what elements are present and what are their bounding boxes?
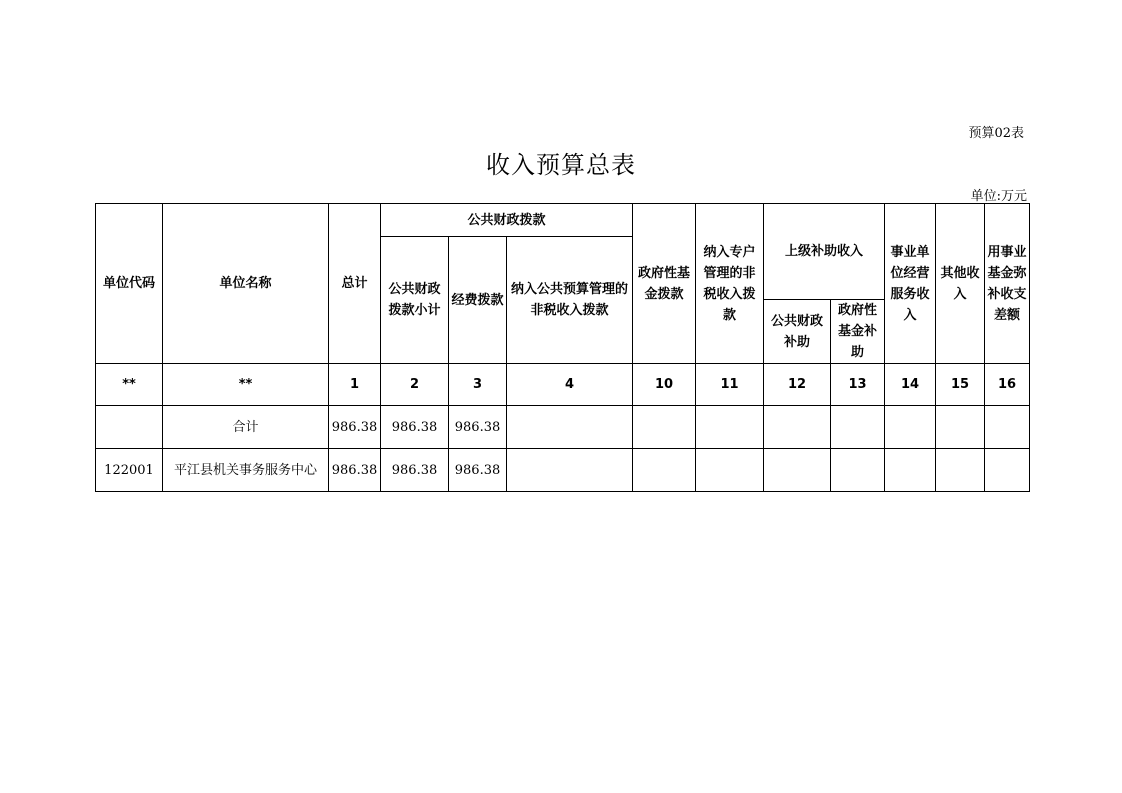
income-budget-table bbox=[95, 203, 1030, 492]
header-other-income: 其他收入 bbox=[936, 204, 985, 364]
public-finance-subsidy-cell bbox=[764, 406, 831, 449]
header-gov-fund: 政府性基金拨款 bbox=[633, 204, 696, 364]
other-income-cell bbox=[936, 449, 985, 492]
public-finance-subsidy-cell bbox=[764, 449, 831, 492]
table-row bbox=[96, 449, 1030, 492]
index-cell: 2 bbox=[381, 364, 449, 406]
header-public-finance-subsidy: 公共财政补助 bbox=[764, 300, 831, 364]
header-public-finance-subtotal: 公共财政拨款小计 bbox=[381, 237, 449, 364]
column-index-row bbox=[96, 364, 1030, 406]
header-business-income: 事业单位经营服务收入 bbox=[885, 204, 936, 364]
gov-fund-cell bbox=[633, 449, 696, 492]
index-cell: 11 bbox=[696, 364, 764, 406]
operating-funds-cell: 986.38 bbox=[449, 406, 507, 449]
gov-fund-subsidy-cell bbox=[831, 449, 885, 492]
business-income-cell bbox=[885, 406, 936, 449]
header-total: 总计 bbox=[329, 204, 381, 364]
header-unit-code: 单位代码 bbox=[96, 204, 163, 364]
header-operating-funds: 经费拨款 bbox=[449, 237, 507, 364]
index-cell: 14 bbox=[885, 364, 936, 406]
index-cell: ** bbox=[163, 364, 329, 406]
index-cell: 10 bbox=[633, 364, 696, 406]
unit-code-cell bbox=[96, 406, 163, 449]
header-nontax-in-budget: 纳入公共预算管理的非税收入拨款 bbox=[507, 237, 633, 364]
index-cell: 13 bbox=[831, 364, 885, 406]
gov-fund-subsidy-cell bbox=[831, 406, 885, 449]
other-income-cell bbox=[936, 406, 985, 449]
header-special-account-nontax: 纳入专户管理的非税收入拨款 bbox=[696, 204, 764, 364]
total-cell: 986.38 bbox=[329, 449, 381, 492]
special-account-nontax-cell bbox=[696, 449, 764, 492]
index-cell: 1 bbox=[329, 364, 381, 406]
header-unit-name: 单位名称 bbox=[163, 204, 329, 364]
index-cell: 3 bbox=[449, 364, 507, 406]
header-public-finance-group: 公共财政拨款 bbox=[381, 204, 633, 237]
fund-balance-offset-cell bbox=[985, 449, 1030, 492]
header-gov-fund-subsidy: 政府性基金补助 bbox=[831, 300, 885, 364]
form-number: 预算02表 bbox=[968, 126, 1024, 141]
unit-code-cell: 122001 bbox=[96, 449, 163, 492]
table-row-total bbox=[96, 406, 1030, 449]
index-cell: 16 bbox=[985, 364, 1030, 406]
header-superior-subsidy-group: 上级补助收入 bbox=[764, 204, 885, 300]
unit-name-cell: 平江县机关事务服务中心 bbox=[163, 449, 329, 492]
total-cell: 986.38 bbox=[329, 406, 381, 449]
header-fund-balance-offset: 用事业基金弥补收支差额 bbox=[985, 204, 1030, 364]
special-account-nontax-cell bbox=[696, 406, 764, 449]
nontax-in-budget-cell bbox=[507, 449, 633, 492]
index-cell: 4 bbox=[507, 364, 633, 406]
nontax-in-budget-cell bbox=[507, 406, 633, 449]
gov-fund-cell bbox=[633, 406, 696, 449]
page-title: 收入预算总表 bbox=[486, 151, 636, 179]
public-finance-subtotal-cell: 986.38 bbox=[381, 406, 449, 449]
index-cell: 15 bbox=[936, 364, 985, 406]
index-cell: ** bbox=[96, 364, 163, 406]
operating-funds-cell: 986.38 bbox=[449, 449, 507, 492]
unit-label: 单位:万元 bbox=[970, 189, 1027, 204]
fund-balance-offset-cell bbox=[985, 406, 1030, 449]
index-cell: 12 bbox=[764, 364, 831, 406]
public-finance-subtotal-cell: 986.38 bbox=[381, 449, 449, 492]
business-income-cell bbox=[885, 449, 936, 492]
unit-name-cell: 合计 bbox=[163, 406, 329, 449]
